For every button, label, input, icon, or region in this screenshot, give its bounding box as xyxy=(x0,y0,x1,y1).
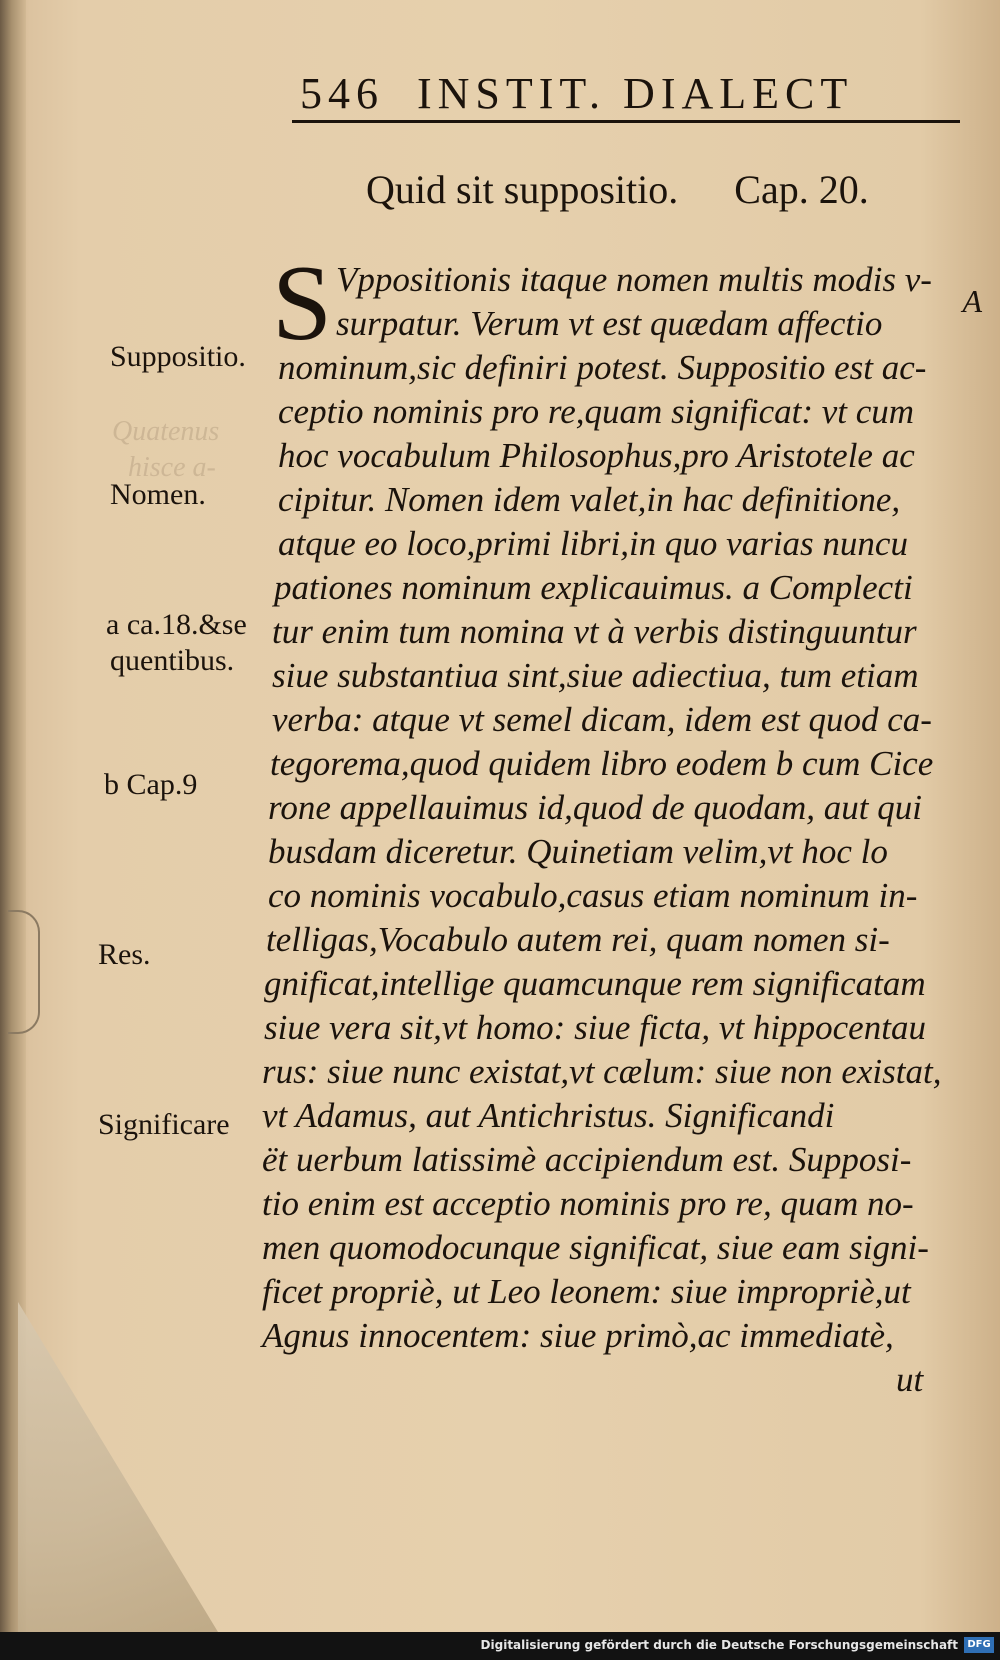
chapter-title: Quid sit suppositio. xyxy=(366,167,679,212)
text-line: Vppositionis itaque nomen multis modis v- xyxy=(336,260,932,299)
text-line: ët uerbum latissimè accipiendum est. Supposi- xyxy=(262,1140,912,1179)
text-line: ceptio nominis pro re,quam significat: vt cum xyxy=(278,392,915,431)
text-line: hoc vocabulum Philosophus,pro Aristotele ac xyxy=(278,436,915,475)
text-line: cipitur. Nomen idem valet,in hac definitione, xyxy=(278,480,901,519)
margin-note: Res. xyxy=(98,938,151,971)
chapter-heading xyxy=(366,166,926,213)
chapter-label: Cap. 20. xyxy=(734,167,869,212)
text-line: ut xyxy=(896,1360,924,1399)
text-line: tur enim tum nomina vt à verbis distinguuntur xyxy=(272,612,917,651)
text-line: nominum,sic definiri potest. Suppositio est ac- xyxy=(278,348,927,387)
text-line: men quomodocunque significat, siue eam signi- xyxy=(262,1228,929,1267)
text-line: gnificat,intellige quamcunque rem significatam xyxy=(264,964,926,1003)
text-line: siue vera sit,vt homo: siue ficta, vt hippocentau xyxy=(264,1008,926,1047)
text-line: pationes nominum explicauimus. a Complecti xyxy=(274,568,913,607)
text-line: verba: atque vt semel dicam, idem est quod ca- xyxy=(272,700,932,739)
text-line: siue substantiua sint,siue adiectiua, tum etiam xyxy=(272,656,919,695)
margin-note: Suppositio. xyxy=(110,340,246,373)
margin-note: Nomen. xyxy=(110,478,206,511)
page-number: 546 xyxy=(300,69,384,118)
text-line: tegorema,quod quidem libro eodem b cum Cice xyxy=(270,744,934,783)
header-rule xyxy=(292,120,960,123)
text-line: ficet propriè, ut Leo leonem: siue impropriè,ut xyxy=(262,1272,911,1311)
funding-notice: Digitalisierung gefördert durch die Deutsche Forschungsgemeinschaft xyxy=(480,1638,958,1652)
text-line: tio enim est acceptio nominis pro re, quam no- xyxy=(262,1184,914,1223)
text-line: atque eo loco,primi libri,in quo varias nuncu xyxy=(278,524,908,563)
digitization-footer xyxy=(0,1632,1000,1660)
text-line: rone appellauimus id,quod de quodam, aut qui xyxy=(268,788,922,827)
text-line: co nominis vocabulo,casus etiam nominum in- xyxy=(268,876,918,915)
text-line: rus: siue nunc existat,vt cælum: siue non existat, xyxy=(262,1052,942,1091)
dfg-logo: DFG xyxy=(964,1637,994,1653)
margin-note: b Cap.9 xyxy=(104,768,198,801)
margin-note: a ca.18.&se xyxy=(106,608,247,641)
text-line: vt Adamus, aut Antichristus. Significandi xyxy=(262,1096,835,1135)
paper-clip xyxy=(8,910,40,1034)
margin-note: Significare xyxy=(98,1108,230,1141)
bleed-through-text: hisce a- xyxy=(128,452,216,483)
right-margin-mark: A xyxy=(962,283,982,319)
text-line: busdam diceretur. Quinetiam velim,vt hoc lo xyxy=(268,832,888,871)
folded-corner xyxy=(18,1302,218,1632)
text-line: surpatur. Verum vt est quædam affectio xyxy=(336,304,883,343)
text-line: telligas,Vocabulo autem rei, quam nomen si- xyxy=(266,920,890,959)
running-title: INSTIT. DIALECT xyxy=(417,69,854,118)
running-header xyxy=(300,68,960,118)
margin-note: quentibus. xyxy=(110,644,235,677)
text-line: Agnus innocentem: siue primò,ac immediatè, xyxy=(262,1316,894,1355)
drop-cap: S xyxy=(272,244,333,363)
bleed-through-text: Quatenus xyxy=(112,416,220,447)
